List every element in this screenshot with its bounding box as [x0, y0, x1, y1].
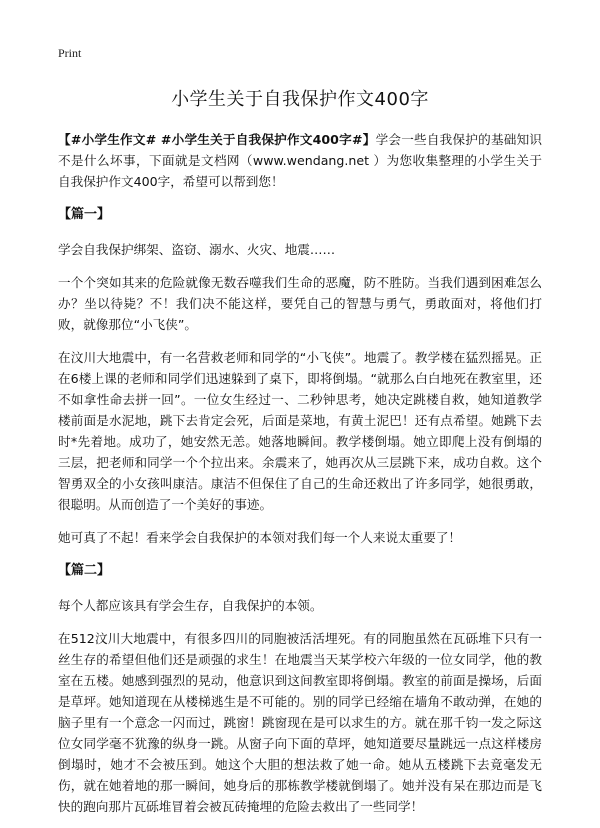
paragraph: 每个人都应该具有学会生存，自我保护的本领。: [58, 598, 323, 613]
paragraph: 在汶川大地震中，有一名营救老师和同学的“小飞侠”。地震了。教学楼在猛烈摇晃。正在6楼上课的老师和同学们迅速躲到了桌下，即将倒塌。“就那么白白地死在教室里，还不如拿性命去拼一回”。一位女生经过一、二秒钟思考，她决定跳楼自救，她知道教学楼前面是水泥地，跳下去肯定会死，后面是菜地，有黄土泥巴！还有点希望。她跳下去时*先着地。成功了，她安然无恙。她落地瞬间。教学楼倒塌。她立即爬上没有倒塌的三层，把老师和同学一个个拉出来。余震来了，她再次从三层跳下来，成功自救。这个智勇双全的小女孩叫康洁。康洁不但保住了自己的生命还救出了许多同学，她很勇敢，很聪明。从而创造了一个美好的事迹。: [58, 350, 542, 512]
section-1: [58, 204, 542, 548]
page-title: 小学生关于自我保护作文400字: [171, 89, 429, 110]
paragraph: 一个个突如其来的危险就像无数吞噬我们生命的恶魔，防不胜防。当我们遇到困难怎么办？坐以待毙？不！我们决不能这样，要凭自己的智慧与勇气，勇敢面对，将他们打败，就像那位“小飞侠”。: [58, 275, 542, 332]
intro-tags: 【#小学生作文# #小学生关于自我保护作文400字#】: [58, 132, 376, 147]
intro-text: 学会一些自我保护的基础知识不是什么坏事，下面就是文档网（www.wendang.net ）为您收集整理的小学生关于自我保护作文400字，希望可以帮到您！: [58, 132, 543, 189]
paragraph: 她可真了不起！看来学会自我保护的本领对我们每一个人来说太重要了！: [58, 530, 461, 545]
intro-paragraph: [58, 129, 542, 192]
paragraph: 学会自我保护绑架、盗窃、溺水、火灾、地震……: [58, 242, 336, 257]
section-heading: 【篇一】: [58, 207, 111, 222]
section-heading: 【篇二】: [58, 563, 111, 578]
print-label: Print: [58, 46, 82, 60]
paragraph: 在512汶川大地震中，有很多四川的同胞被活活埋死。有的同胞虽然在瓦砾堆下只有一丝生存的希望但他们还是顽强的求生！在地震当天某学校六年级的一位女同学，他的教室在五楼。她感到强烈的晃动，他意识到这间教室即将倒塌。教室的前面是操场，后面是草坪。她知道现在从楼梯逃生是不可能的。别的同学已经缩在墙角不敢动弹，在她的脑子里有一个意念一闪而过，跳窗！跳窗现在是可以求生的方。就在那千钧一发之际这位女同学毫不犹豫的纵身一跳。从窗子向下面的草坪，她知道要尽量跳远一点这样楼房倒塌时，她才不会被压到。她这个大胆的想法救了她一命。她从五楼跳下去竟毫发无伤，就在她着地的那一瞬间，她身后的那栋教学楼就倒塌了。她并没有呆在那边而是飞快的跑向那片瓦砾堆冒着会被瓦砖掩埋的危险去救出了一些同学！: [58, 631, 542, 814]
section-2: [58, 560, 542, 817]
